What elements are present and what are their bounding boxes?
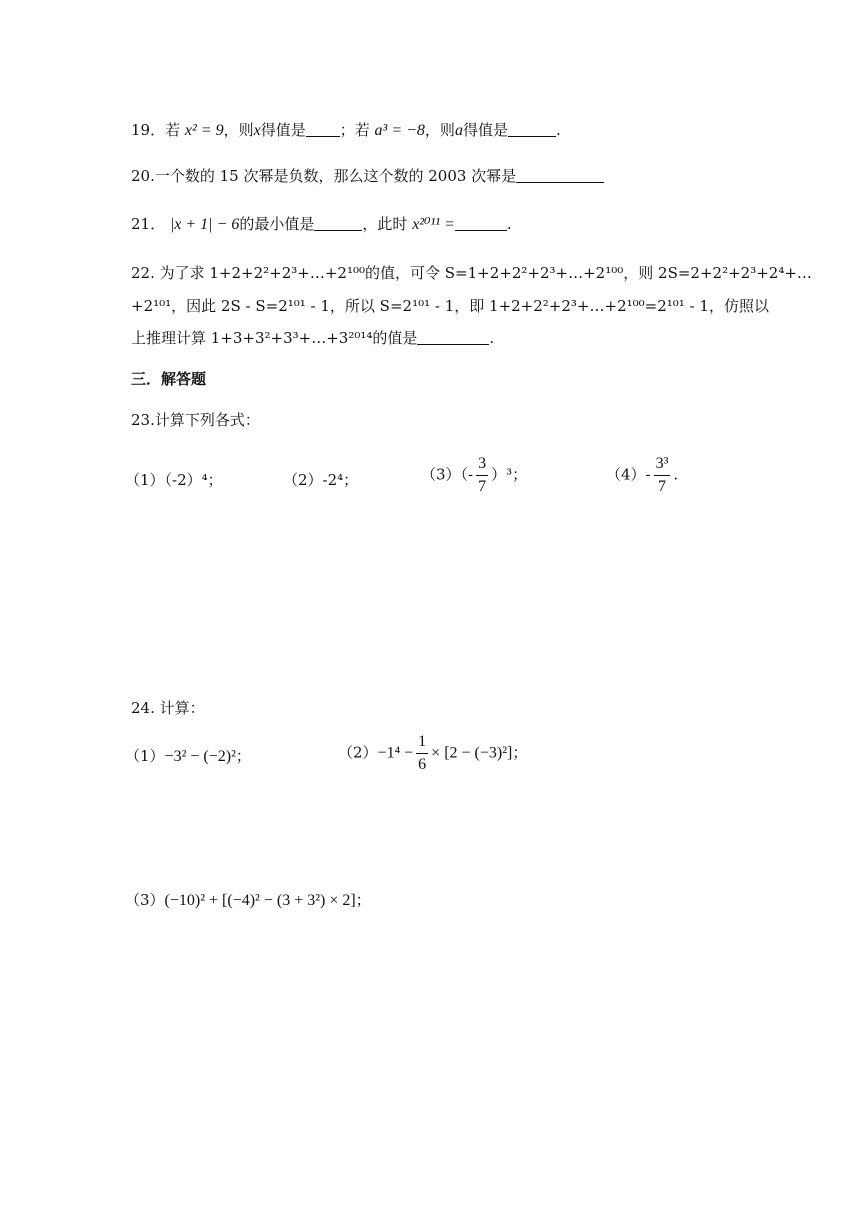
q21-text-2: ，此时 bbox=[362, 215, 408, 233]
question-23-title: 23.计算下列各式： bbox=[131, 411, 260, 429]
q22-answer-blank[interactable] bbox=[417, 330, 489, 345]
q21-expression-2: x²⁰¹¹ = bbox=[412, 216, 455, 233]
q20-text: 20.一个数的 15 次幂是负数，那么这个数的 2003 次幂是 bbox=[131, 167, 517, 185]
q22-line-3-text: 上推理计算 1+3+3²+3³+…+3²⁰¹⁴的值是 bbox=[131, 329, 418, 347]
q19-var-2: a bbox=[454, 122, 463, 139]
q19-text-6: 得值是 bbox=[462, 121, 508, 139]
q19-text-4: ；若 bbox=[339, 121, 370, 139]
q19-text-3: 得值是 bbox=[260, 121, 306, 139]
q24-part-2 bbox=[338, 733, 527, 774]
question-22-line-3 bbox=[131, 327, 494, 348]
q23-part-4-numerator: 3³ bbox=[654, 455, 671, 476]
q24-part-3-end: ； bbox=[355, 891, 371, 909]
question-20 bbox=[131, 165, 604, 186]
q19-equation-1: x² = 9 bbox=[184, 122, 224, 139]
q23-part-3-prefix: （3）（- bbox=[421, 465, 474, 484]
q19-text-2: ，则 bbox=[223, 121, 254, 139]
q23-part-1: （1）（-2）⁴； bbox=[125, 471, 223, 489]
q22-end: . bbox=[489, 329, 495, 347]
q19-number: 19． bbox=[131, 121, 166, 139]
section-3-heading: 三．解答题 bbox=[131, 370, 207, 388]
q21-number: 21． bbox=[131, 215, 166, 233]
q19-end: . bbox=[555, 121, 561, 139]
question-19 bbox=[131, 119, 561, 140]
q19-answer-blank-2[interactable] bbox=[508, 122, 556, 137]
q24-part-1-label: （1） bbox=[125, 747, 165, 765]
question-22-line-2: +2¹⁰¹，因此 2S - S=2¹⁰¹ - 1，所以 S=2¹⁰¹ - 1，即 1+2+2²+2³+…+2¹⁰⁰=2¹⁰¹ - 1，仿照以 bbox=[131, 297, 769, 315]
q23-part-4-fraction bbox=[654, 455, 671, 496]
question-24-title: 24. 计算： bbox=[131, 699, 205, 717]
q21-answer-blank-2[interactable] bbox=[455, 216, 507, 231]
q23-part-3-suffix: ）³； bbox=[491, 465, 528, 484]
q24-part-2-suffix: × [2 − (−3)²] bbox=[431, 744, 513, 762]
q20-answer-blank[interactable] bbox=[516, 168, 604, 183]
q23-part-3-numerator: 3 bbox=[476, 455, 488, 476]
q23-part-2: （2）-2⁴； bbox=[283, 471, 359, 489]
q21-expression: |x + 1| − 6 bbox=[169, 216, 240, 233]
q23-part-3-fraction bbox=[476, 455, 488, 496]
q19-answer-blank-1[interactable] bbox=[306, 122, 340, 137]
q24-part-3-expression: (−10)² + [(−4)² − (3 + 3²) × 2] bbox=[164, 892, 356, 909]
question-22-line-1: 22. 为了求 1+2+2²+2³+…+2¹⁰⁰的值，可令 S=1+2+2²+2³+…+2¹⁰⁰，则 2S=2+2²+2³+2⁴+… bbox=[131, 264, 812, 282]
q19-text-1: 若 bbox=[165, 121, 181, 139]
q23-part-4 bbox=[606, 455, 678, 496]
q24-part-2-prefix: −1⁴ − bbox=[377, 744, 414, 762]
q19-equation-2: a³ = −8 bbox=[374, 122, 425, 139]
q24-part-1-end: ； bbox=[235, 747, 251, 765]
q24-part-3-label: （3） bbox=[125, 891, 165, 909]
question-21 bbox=[131, 213, 512, 234]
q24-part-2-numerator: 1 bbox=[416, 733, 428, 754]
q24-part-3 bbox=[125, 889, 371, 910]
q23-part-4-prefix: （4）- bbox=[606, 465, 651, 484]
q24-part-2-end: ； bbox=[512, 743, 528, 762]
q21-end: . bbox=[506, 215, 512, 233]
q19-var-1: x bbox=[253, 122, 261, 139]
q24-part-2-fraction bbox=[416, 733, 428, 774]
q23-part-3 bbox=[421, 455, 527, 496]
q21-text-1: 的最小值是 bbox=[239, 215, 315, 233]
q23-part-4-denominator: 7 bbox=[658, 478, 667, 495]
q24-part-1 bbox=[125, 745, 251, 766]
q19-text-5: ，则 bbox=[424, 121, 455, 139]
q23-part-4-suffix: . bbox=[673, 465, 679, 484]
q23-part-3-denominator: 7 bbox=[478, 478, 487, 495]
q24-part-1-expression: −3² − (−2)² bbox=[164, 748, 236, 765]
q21-answer-blank-1[interactable] bbox=[314, 216, 362, 231]
q24-part-2-denominator: 6 bbox=[418, 756, 427, 773]
q24-part-2-label: （2） bbox=[338, 743, 378, 762]
